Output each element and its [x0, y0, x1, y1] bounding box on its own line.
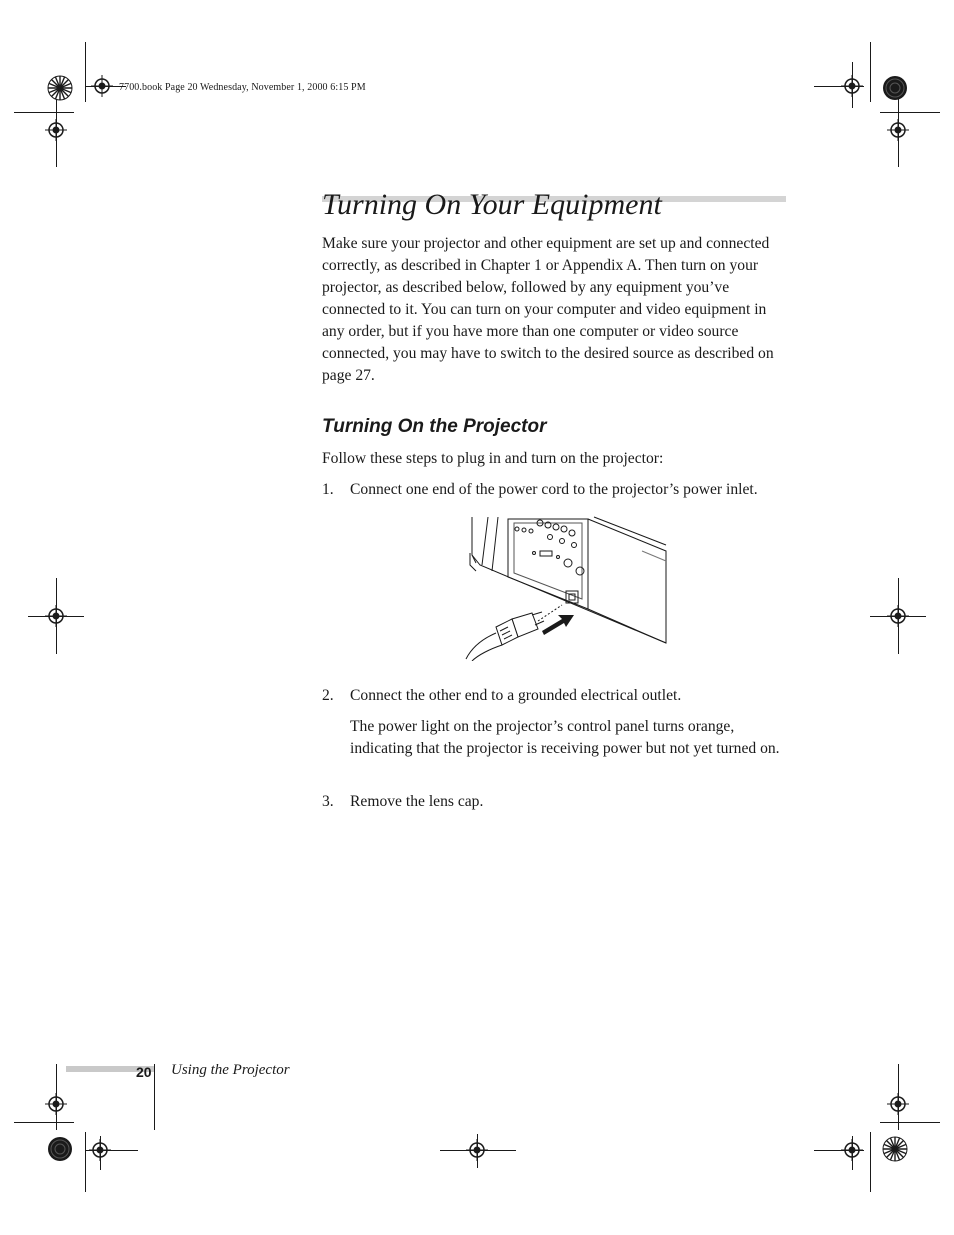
- slug-line: 7700.book Page 20 Wednesday, November 1, 2000 6:15 PM: [119, 82, 366, 93]
- page-title: Turning On Your Equipment: [322, 188, 662, 221]
- registration-mark-icon: [45, 119, 67, 141]
- registration-mark-icon: [887, 605, 909, 627]
- step-text: Connect the other end to a grounded electrical outlet.: [350, 687, 682, 704]
- registration-mark-icon: [466, 1139, 488, 1161]
- step-note: The power light on the projector’s control panel turns orange, indicating that the projector is receiving power but not yet turned on.: [350, 718, 780, 757]
- registration-mark-icon: [841, 1139, 863, 1161]
- running-title: Using the Projector: [171, 1062, 290, 1078]
- star-target-icon: [882, 1136, 908, 1162]
- registration-mark-icon: [45, 1093, 67, 1115]
- step-number: 1.: [322, 481, 334, 498]
- intro-paragraph: Make sure your projector and other equipment are set up and connected correctly, as described in Chapter 1 or Appendix A. Then turn on your projector, as described below, followed by any equipment you’ve connected to it. You can turn on your computer and video equipment in any order, but if you have more than one computer or video source connected, you may have to switch to the desired source as described on page 27.: [322, 235, 774, 384]
- registration-mark-icon: [91, 75, 113, 97]
- power-cord-illustration: [462, 515, 668, 661]
- registration-mark-icon: [887, 1093, 909, 1115]
- star-target-icon: [47, 1136, 73, 1162]
- page-number: 20: [136, 1064, 152, 1080]
- section-lead: Follow these steps to plug in and turn on the projector:: [322, 450, 664, 467]
- registration-mark-icon: [887, 119, 909, 141]
- registration-mark-icon: [89, 1139, 111, 1161]
- registration-mark-icon: [841, 75, 863, 97]
- step-number: 2.: [322, 687, 334, 704]
- step-text: Remove the lens cap.: [350, 793, 484, 810]
- step-number: 3.: [322, 793, 334, 810]
- star-target-icon: [47, 75, 73, 101]
- registration-mark-icon: [45, 605, 67, 627]
- step-text: Connect one end of the power cord to the projector’s power inlet.: [350, 481, 758, 498]
- section-title: Turning On the Projector: [322, 416, 547, 437]
- star-target-icon: [882, 75, 908, 101]
